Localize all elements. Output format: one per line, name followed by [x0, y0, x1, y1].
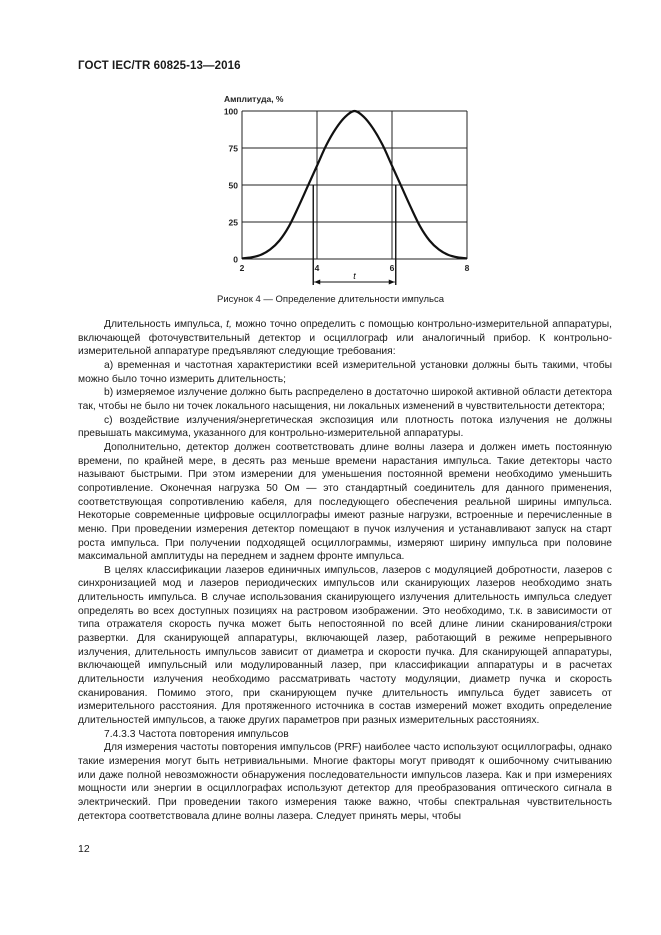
pulse-width-label: t [353, 271, 356, 281]
paragraph-text-end: можно точно определить с помощью контрольно-измерительной аппаратуры, включающей фоточувствительный детектор и осциллограф или аналогичный прибор. К контрольно-измерительной аппаратуре предъявляют следующие требования: [78, 319, 612, 358]
y-tick-label-100: 100 [223, 106, 238, 117]
requirement-c: c) воздействие излучения/энергетическая экспозиция или плотность потока излучения не должны превышать максимума, указанного для контрольно-измерительной аппаратуры. [78, 414, 612, 440]
paragraph-pulse-duration [78, 318, 612, 359]
chart-layer [224, 94, 470, 285]
pulse-symbol: t, [226, 319, 232, 330]
y-tick-label-75: 75 [228, 143, 238, 154]
requirement-b: b) измеряемое излучение должно быть распределено в достаточно широкой активной области детектора так, чтобы не было ни точек локального насыщения, ни локальных изменений в чувствительности детектора; [78, 387, 612, 412]
section-heading-prf: 7.4.3.3 Частота повторения импульсов [104, 728, 289, 740]
document-header: ГОСТ IEC/TR 60825-13—2016 [78, 60, 241, 72]
y-tick-label-0: 0 [233, 254, 238, 265]
x-tick-label-4: 4 [314, 263, 320, 273]
body-text [78, 318, 612, 823]
x-tick-label-6: 6 [389, 263, 395, 273]
pulse-width-arrowhead-right [389, 280, 395, 285]
figure-caption: Рисунок 4 — Определение длительности импульса [217, 294, 444, 305]
paragraph-detector: Дополнительно, детектор должен соответствовать длине волны лазера и должен иметь постоянную времени, по крайней мере, в десять раз меньше времени нарастания импульса. Такие детекторы часто называют быстрыми. При этом измерении для уменьшения постоянной времени необходимо уменьшить сопротивление. Оконечная нагрузка 50 Ом — это стандартный соединитель для данного применения, соответствующая сопротивлению кабеля, для последующего обеспечения реальной ширины импульса. Некоторые современные цифровые осциллографы имеют разные нагрузки, встроенные и перечисленные в меню. При проведении измерения детектор помещают в пучок излучения и устанавливают запуск на старт роста импульса. При получении подходящей осциллограммы, измеряют ширину импульса при половине максимальной амплитуды на переднем и заднем фронте импульса. [78, 441, 612, 563]
requirement-a: a) временная и частотная характеристики всей измерительной установки должны быть такими, чтобы можно было точно измерить длительность; [78, 359, 612, 385]
pulse-width-arrowhead-left [314, 280, 320, 285]
y-tick-label-25: 25 [228, 217, 238, 228]
paragraph-text-start: Длительность импульса, [104, 319, 227, 330]
y-tick-label-50: 50 [228, 180, 238, 191]
paragraph-classification: В целях классификации лазеров единичных импульсов, лазеров с модуляцией добротности, лазеров с синхронизацией мод и лазеров периодических импульсов или сканирующих лазеров необходимо знать длительность импульса. В случае использования сканирующего излучения длительность импульса следует определять во всех доступных позициях на растровом изображении. Это необходимо, т.к. в зависимости от типа отражателя скорость пучка может быть непостоянной по всей длине линии сканирования/строки развертки. Для сканирующей аппаратуры, включающей лазер, работающий в режиме непрерывного излучения, длительность импульсов зависит от диаметра и скорости пучка. Для сканирующей аппаратуры, включающей импульсный или модулированный лазер, при классификации аппаратуры и в расчетах длительности излучения необходимо рассматривать частоту модуляции, диаметр пучка и скорость сканирования. Помимо этого, при сканирующем пучке длительность импульса будет зависеть от измерительного расстояния. Для протяженного источника в состав измерений может входить определение длительностей импульсов, а также других параметров при разных измерительных расстояниях. [78, 564, 612, 727]
y-axis-label: Амплитуда, % [224, 94, 284, 104]
paragraph-prf: Для измерения частоты повторения импульсов (PRF) наиболее часто используют осциллографы, однако такие измерения могут быть нетривиальными. Многие факторы могут приводят к ошибочному считыванию или даже полной невозможности обнаружения последовательности импульсов лазера. Как и при измерениях мощности или энергии в осциллографах используют детектор для преобразования оптического сигнала в электрический. При проведении такого измерения также важно, чтобы спектральная чувствительность детектора соответствовала длине волны лазера. Следует принять меры, чтобы [78, 742, 612, 822]
page-number: 12 [78, 843, 90, 855]
x-tick-label-8: 8 [464, 263, 470, 273]
x-tick-label-2: 2 [239, 263, 245, 273]
pulse-chart [0, 0, 661, 300]
